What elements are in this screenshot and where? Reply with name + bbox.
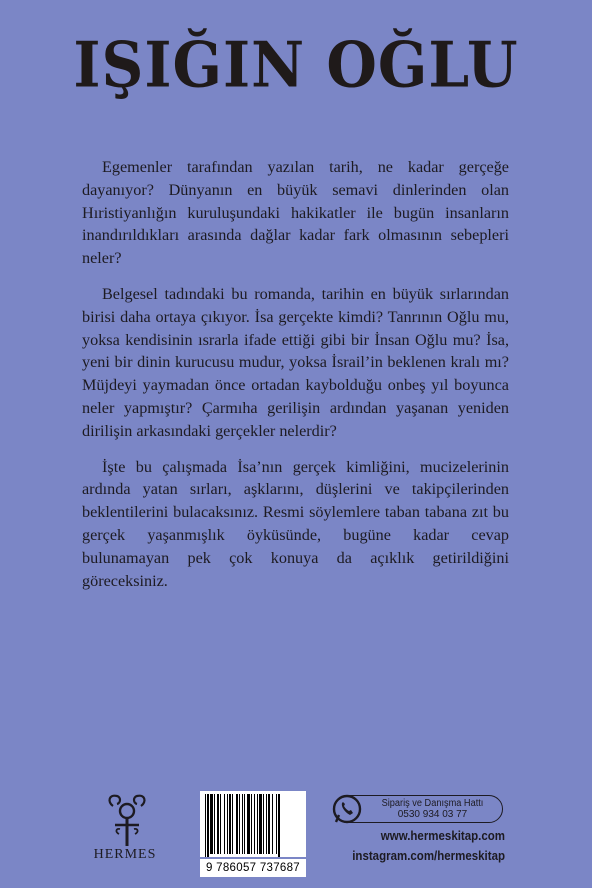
blurb-paragraph-1: Egemenler tarafından yazılan tarih, ne kadar gerçeğe dayanıyor? Dünyanın en büyük semavi dinlerinden olan Hıristiyanlığın kuruluşundaki hakikatler ile bugün insanların inandırıldıkları arasında dağlar kadar fark olmasının sebepleri neler? [82, 158, 509, 268]
barcode-bar [210, 794, 213, 854]
barcode-bar [239, 794, 240, 854]
barcode-bar [263, 794, 264, 854]
blurb-paragraph-3: İşte bu çalışmada İsa’nın gerçek kimliğini, mucizelerinin ardında yatan sırları, aşklarını, düşlerini ve takipçilerinden beklentilerini bulacaksınız. Resmi söylemlere taban tabana zıt bu gerçek yaşanmışlık öyküsünde, bugüne kadar cevap bulunamayan pek çok konuya da açıklık getirildiğini göreceksiniz. [82, 457, 509, 590]
barcode-bar [205, 794, 206, 857]
barcode-bar [251, 794, 252, 854]
barcode-bar [257, 794, 258, 854]
instagram-link[interactable]: instagram.com/hermeskitap [352, 849, 505, 863]
barcode-bar [254, 794, 255, 854]
barcode-bar [236, 794, 238, 854]
isbn-barcode [200, 791, 306, 857]
barcode-bar [259, 794, 262, 854]
barcode-bar [272, 794, 273, 854]
barcode-bar [276, 794, 277, 854]
publisher-name: HERMES [93, 847, 157, 862]
blurb-paragraph-2: Belgesel tadındaki bu romanda, tarihin en büyük sırlarından birisi daha ortaya çıkıyor. İsa gerçekte kimdi? Tanrının Oğlu mu, yoksa kendisinin ısrarla ifade ettiği gibi bir İnsan Oğlu mu? İsa, yeni bir dinin kurucusu mudur, yoksa İsrail’in beklenen kralı mı? Müjdeyi yaymadan önce ortadan kaybolduğu onbeş yıl boyunca neler yapmıştır? Çarmıha gerilişin ardından yaşanan yeniden dirilişin arkasındaki gerçekler nelerdir? [82, 284, 509, 440]
barcode-bar [268, 794, 270, 854]
barcode-bar [232, 794, 233, 854]
whatsapp-phone-icon [331, 793, 363, 825]
contact-phone-number[interactable]: 0530 934 03 77 [397, 809, 468, 820]
barcode-bar [278, 794, 280, 857]
barcode-bar [224, 794, 225, 854]
barcode-bar [244, 794, 245, 854]
back-cover-blurb [82, 156, 509, 605]
website-link[interactable]: www.hermeskitap.com [380, 829, 505, 843]
barcode-bar [220, 794, 221, 854]
barcode-bar [229, 794, 231, 854]
barcode-bar [217, 794, 219, 854]
barcode-bar [266, 794, 267, 854]
barcode-bar [227, 794, 228, 854]
barcode-bar [214, 794, 215, 854]
barcode-bar [207, 794, 209, 857]
isbn-number: 9 786057 737687 [200, 859, 306, 877]
contact-label: Sipariş ve Danışma Hattı [381, 798, 484, 809]
book-title: IŞIĞIN OĞLU [73, 28, 519, 102]
barcode-bar [247, 794, 250, 854]
barcode-bar [242, 794, 243, 854]
